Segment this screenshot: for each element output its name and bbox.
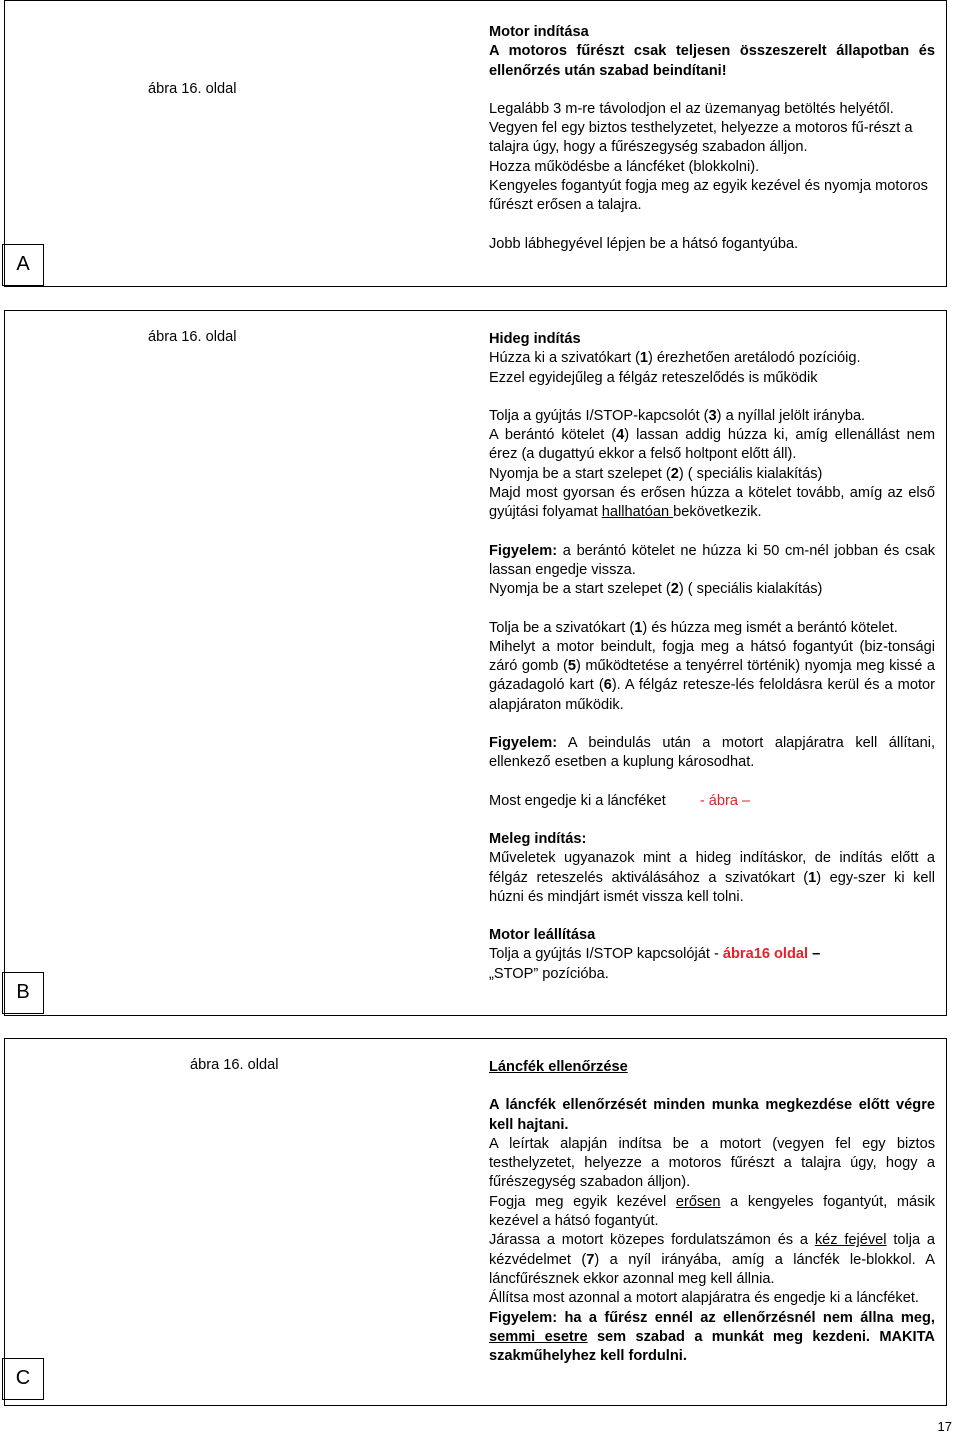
section-b-content bbox=[489, 330, 935, 984]
engine-stop-title: Motor leállítása bbox=[489, 927, 596, 944]
section-a-content bbox=[489, 23, 935, 254]
section-a-p1: Legalább 3 m-re távolodjon el az üzemanyag betöltés helyétől. bbox=[489, 100, 894, 117]
section-a-p5: Jobb lábhegyével lépjen be a hátsó fogantyúba. bbox=[489, 235, 799, 252]
engine-running-text: Mihelyt a motor beindult, fogja meg a hátsó fogantyút (biz-tonsági záró gomb (5) működtetése a tenyérrel történik) nyomja meg kissé a gázadagoló kart (6). A félgáz retesze-lés feloldásra kerül és a motor alapjáraton működik. bbox=[489, 638, 935, 713]
section-a-warning: A motoros fűrészt csak teljesen összeszerelt állapotban és ellenőrzés után szabad beindítani! bbox=[489, 43, 935, 79]
section-a-p4: Kengyeles fogantyút fogja meg az egyik kezével és nyomja motoros fűrészt erősen a talajra. bbox=[489, 178, 928, 214]
pull-rope-text: Majd most gyorsan és erősen húzza a kötelet tovább, amíg az első gyújtási folyamat hallhatóan bekövetkezik. bbox=[489, 485, 935, 521]
engine-stop-text: Tolja a gyújtás I/STOP kapcsolóját - ábra16 oldal – bbox=[489, 946, 821, 963]
section-c-letter: C bbox=[2, 1358, 44, 1400]
section-c-warning: Figyelem: ha a fűrész ennél az ellenőrzésnél nem állna meg, semmi esetre sem szabad a munkát meg kezdeni. MAKITA szakműhelyhez kell fordulni. bbox=[489, 1309, 935, 1365]
ignition-switch-text: Tolja a gyújtás I/STOP-kapcsolót (3) a nyíllal jelölt irányba. bbox=[489, 407, 866, 424]
engine-stop-position: „STOP” pozícióba. bbox=[489, 965, 609, 982]
section-a-title: Motor indítása bbox=[489, 24, 589, 40]
section-c-p2: Fogja meg egyik kezével erősen a kengyeles fogantyút, másik kezével a hátsó fogantyút. bbox=[489, 1193, 935, 1230]
page-number: 17 bbox=[937, 1418, 952, 1434]
cold-start-title: Hideg indítás bbox=[489, 331, 581, 347]
section-c-title: Láncfék ellenőrzése bbox=[489, 1059, 628, 1075]
section-c-p4: Állítsa most azonnal a motort alapjáratra és engedje ki a láncféket. bbox=[489, 1290, 919, 1307]
section-a-letter: A bbox=[2, 244, 44, 286]
section-a-p2: Vegyen fel egy biztos testhelyzetet, helyezze a motoros fű-részt a talajra úgy, hogy a fűrészegység szabadon álljon. bbox=[489, 120, 913, 156]
section-a-p3: Hozza működésbe a láncféket (blokkolni). bbox=[489, 158, 760, 175]
attention-rope-text: Figyelem: a berántó kötelet ne húzza ki 50 cm-nél jobban és csak lassan engedje vissza. bbox=[489, 542, 935, 578]
starter-rope-text: A berántó kötelet (4) lassan addig húzza ki, amíg ellenállást nem érez (a dugattyú ekkor a felső holtpont előtt áll). bbox=[489, 427, 935, 463]
cold-start-line1: Húzza ki a szivatókart (1) érezhetően aretálodó pozícióig. bbox=[489, 350, 861, 367]
cold-start-line2: Ezzel egyidejűleg a félgáz reteszelődés is működik bbox=[489, 369, 818, 386]
start-valve-text: Nyomja be a start szelepet (2) ( speciális kialakítás) bbox=[489, 465, 823, 482]
section-c-figure-ref: ábra 16. oldal bbox=[190, 1057, 279, 1073]
choke-text: Tolja be a szivatókart (1) és húzza meg ismét a berántó kötelet. bbox=[489, 619, 898, 636]
attention-idle-text: Figyelem: A beindulás után a motort alapjáratra kell állítani, ellenkező esetben a kuplung károsodhat. bbox=[489, 735, 935, 771]
release-brake-text: Most engedje ki a láncféket - ábra – bbox=[489, 792, 751, 809]
warm-start-title: Meleg indítás: bbox=[489, 830, 587, 847]
section-c-p1: A leírtak alapján indítsa be a motort (vegyen fel egy biztos testhelyzetet, helyezze a motoros fűrészt a talajra úgy, hogy a fűrészegység szabadon álljon). bbox=[489, 1135, 935, 1191]
warm-start-text: Műveletek ugyanazok mint a hideg indításkor, de indítás előtt a félgáz reteszelés aktiválásához a szivatókart (1) egy-szer ki kell húzni és mindjárt ismét vissza kell tolni. bbox=[489, 850, 935, 905]
section-b-letter: B bbox=[2, 972, 44, 1014]
section-c-p3: Járassa a motort közepes fordulatszámon és a kéz fejével tolja a kézvédelmet (7) a nyíl irányába, amíg a láncfék le-blokkol. A láncfűrésznek ekkor azonnal meg kell állnia. bbox=[489, 1232, 936, 1287]
start-valve-text-2: Nyomja be a start szelepet (2) ( speciális kialakítás) bbox=[489, 581, 823, 598]
section-b-figure-ref: ábra 16. oldal bbox=[148, 329, 237, 345]
section-a-figure-ref: ábra 16. oldal bbox=[148, 81, 237, 97]
section-c-content bbox=[489, 1058, 935, 1366]
section-c-bold-intro: A láncfék ellenőrzését minden munka megkezdése előtt végre kell hajtani. bbox=[489, 1097, 935, 1133]
